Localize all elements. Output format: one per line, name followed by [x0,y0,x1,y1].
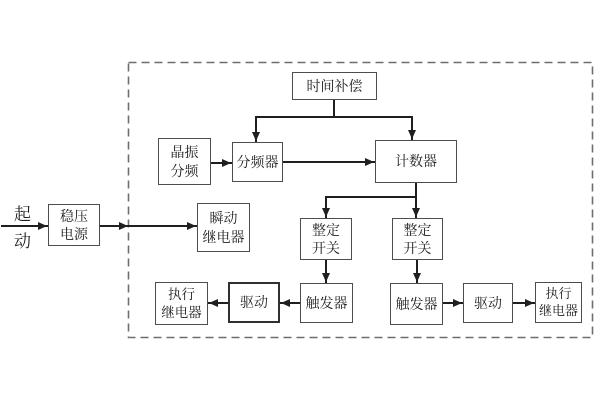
node-setting-switch-right [392,218,443,260]
node-label: 时间补偿 [306,77,363,94]
node-label: 电源 [60,226,88,242]
node-label: 执行 [545,285,572,301]
node-label: 驱动 [474,294,502,311]
node-exec-relay-right [535,282,582,323]
node-instant-relay [197,203,250,252]
node-label: 触发器 [395,295,438,312]
node-frequency-divider [232,142,283,182]
node-label: 瞬动 [209,210,238,227]
node-label: 整定 [312,221,340,238]
node-time-compensation [292,72,377,100]
node-label: 开关 [403,240,432,256]
node-label: 分频器 [236,153,279,170]
node-label: 稳压 [60,207,88,224]
node-trigger-right [390,283,443,325]
start-label-line1: 起 [14,205,31,224]
node-label: 触发器 [305,294,348,311]
node-crystal-divider [158,138,211,185]
node-label: 继电器 [538,302,578,318]
node-trigger-left [300,283,353,323]
node-drive-right [463,283,513,323]
node-drive-left [228,282,280,323]
node-label: 分频 [170,162,199,179]
node-exec-relay-left [155,282,208,325]
node-label: 执行 [168,286,195,302]
node-label: 继电器 [161,304,202,320]
start-label-line2: 动 [14,232,31,251]
node-label: 整定 [403,221,432,238]
node-label: 驱动 [240,294,268,311]
node-label: 继电器 [202,228,245,245]
node-label: 开关 [312,240,340,256]
node-setting-switch-left [300,218,352,260]
node-regulated-power [48,204,100,246]
node-label: 晶振 [170,144,199,161]
node-counter [375,140,457,183]
node-label: 计数器 [395,153,437,170]
